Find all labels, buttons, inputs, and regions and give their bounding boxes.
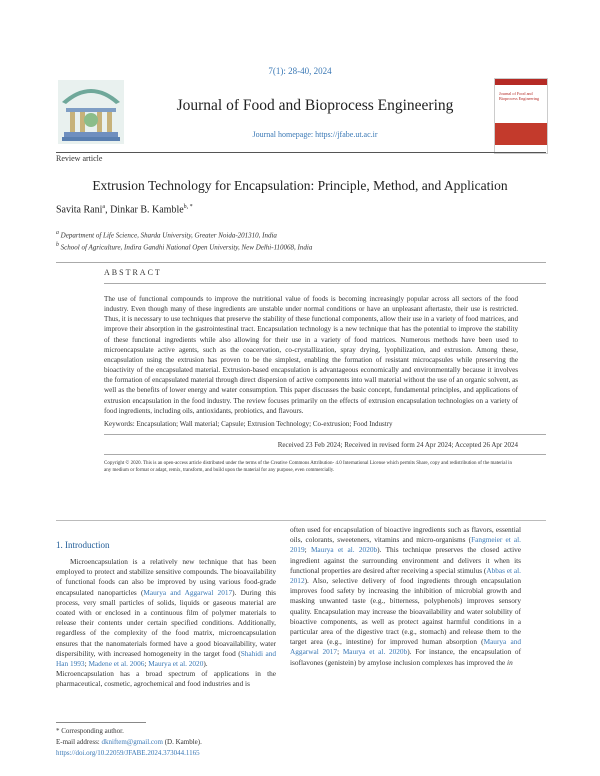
- journal-logo: [58, 80, 124, 144]
- citation-link[interactable]: Maurya and Aggarwal 2017: [143, 587, 233, 597]
- author-separator: ,: [105, 204, 111, 216]
- citation-link[interactable]: Madene et al. 2006: [88, 659, 145, 669]
- journal-homepage-link[interactable]: Journal homepage: https://jfabe.ut.ac.ir: [252, 130, 378, 139]
- citation-link[interactable]: Maurya and Aggarwal 2017: [290, 637, 521, 657]
- copyright-notice: Copyright © 2020. This is an open-access article distributed under the terms of the Creative Commons Attribution- 4.0 International License which permits Share, copy and redistribution of the material in any medium or format or adapt, remix, transform, and build upon the material for any purpose, even commercially.: [104, 461, 513, 473]
- journal-cover-thumbnail: [494, 78, 548, 154]
- citation-link[interactable]: Maurya et al. 2020b: [342, 647, 408, 657]
- article-title: Extrusion Technology for Encapsulation: Principle, Method, and Application: [92, 178, 508, 193]
- journal-title: Journal of Food and Bioprocess Engineering: [176, 97, 454, 114]
- body-column-right: often used for encapsulation of bioactive ingredients such as flavors, essential oils, colorants, sweeteners, vitamins and micro-organisms (Fangmeier et al. 2019; Maurya et al. 2020b). This technique preserves the closed active ingredient against the surrounding environment and delivers it when its functional properties are desired after receiving a special stimulus (Abbas et al. 2012). Also, selective delivery of food ingredients through encapsulation improves food safety by increasing the inhibition of microbial growth and masking unwanted taste (e.g., bitterness, polyphenols) improves sensory quality. Encapsulation may increase the bioavailability and water solubility of bioactive components, as well as protect against harmful conditions in a particular area of the digestive tract (e.g., stomach) and release them to the target area (e.g., intestine) for improved human absorption (Maurya and Aggarwal 2017; Maurya et al. 2020b). For instance, the encapsulation of isoflavones (genistein) by amylose inclusion complexes has improved the in: [290, 525, 521, 667]
- volume-info: 7(1): 28-40, 2024: [268, 66, 332, 76]
- citation-link[interactable]: Maurya et al. 2020: [148, 659, 204, 669]
- divider: [104, 454, 546, 455]
- email-link[interactable]: dkniftem@gmail.com: [101, 738, 163, 746]
- affiliation: $^a$ Department of Life Science, Sharda University, Greater Noida-201310, India: [56, 230, 277, 240]
- doi-link[interactable]: https://doi.org/10.22059/JFABE.2024.373044.1165: [56, 749, 200, 757]
- divider: [56, 520, 546, 521]
- abstract-heading: ABSTRACT: [104, 268, 162, 277]
- article-dates: Received 23 Feb 2024; Received in revised form 24 Apr 2024; Accepted 26 Apr 2024: [277, 441, 518, 449]
- author-affiliation-mark: a: [102, 204, 106, 210]
- footnote-divider: [56, 722, 146, 723]
- citation-link[interactable]: Shahidi and Han 1993: [56, 648, 276, 669]
- author-list: [56, 204, 193, 215]
- divider: [104, 283, 546, 284]
- corresponding-author-note: * Corresponding author.: [56, 727, 124, 735]
- abstract-text: The use of functional compounds to improve the nutritional value of foods is becoming increasingly popular across all sectors of the food industry. Even though many of these ingredients are unstable under normal conditions or have an unpleasant aftertaste, their use is restricted. Thus, it is necessary to use techniques that preserve the stability of these functional components, allow their use in a variety of food matrices, and improve their absorption in the gastrointestinal tract. Encapsulation technology is a new technique that has the potential to improve the stability of these functional ingredients while also allowing for their use in a variety of food matrices. Numerous methods have been used to microencapsulate active agents, such as the coacervation, co-crystallization, spray drying, lyophilization, and extrusion. Among these, encapsulation using the extrusion has proven to be the simplest, enabling the formation of resistant microcapsules while preserving the bioactivity of the encapsulated material. Extrusion-based encapsulation is advantageous economically and environmentally because it involves the formation of encapsulated material through direct dispersion of active components into wall material without the use of an organic solvent, as well as the benefits of lower energy and water consumption. This paper discusses the basic concept, fundamental principles, and applications of extrusion encapsulation in the food industry. The review focuses primarily on the effects of extrusion encapsulation technologies on a variety of food ingredients, including oils, antioxidants, probiotics, and flavours.: [104, 295, 518, 415]
- citation-link[interactable]: Fangmeier et al. 2019: [290, 535, 521, 555]
- divider: [56, 262, 546, 263]
- author-name: Dinkar B. Kamble: [110, 204, 184, 216]
- affiliation: $^b$ School of Agriculture, Indira Gandhi National Open University, New Delhi-110068, India: [56, 242, 313, 252]
- keywords: Keywords: Encapsulation; Wall material; Capsule; Extrusion Technology; Co-extrusion; Food Industry: [104, 420, 393, 428]
- author-name: Savita Rani: [56, 204, 103, 216]
- author-affiliation-mark: b, *: [183, 204, 193, 210]
- citation-link[interactable]: Maurya et al. 2020b: [310, 545, 378, 555]
- body-column-left: Microencapsulation is a relatively new technique that has been employed to protect and stabilize sensitive compounds. The bioavailability of functional foods can also be improved by using various food-grade encapsulated nanoparticles (Maurya and Aggarwal 2017). During this process, very small particles of solids, liquids or gaseous material are coated with or enclosed in a continuous film of polymer materials to release their contents under certain specified conditions. Additionally, regardless of the complexity of the food matrix, microencapsulation ensures that the nanomaterials formed have a good bioavailability, water dispersibility, with increased homogeneity in the target food (Shahidi and Han 1993; Madene et al. 2006; Maurya et al. 2020). Microencapsulation has a broad spectrum of applications in the pharmaceutical, cosmetic, agrochemical and food industries and is: [56, 557, 276, 689]
- email-footnote: E-mail address: dkniftem@gmail.com (D. Kamble).: [56, 738, 202, 746]
- citation-link[interactable]: Abbas et al. 2012: [290, 565, 521, 586]
- header-divider: [56, 152, 546, 153]
- cover-title: Journal of Food and Bioprocess Engineering: [499, 91, 540, 101]
- divider: [104, 434, 546, 435]
- article-type: Review article: [56, 154, 103, 163]
- section-heading-introduction: 1. Introduction: [56, 540, 110, 550]
